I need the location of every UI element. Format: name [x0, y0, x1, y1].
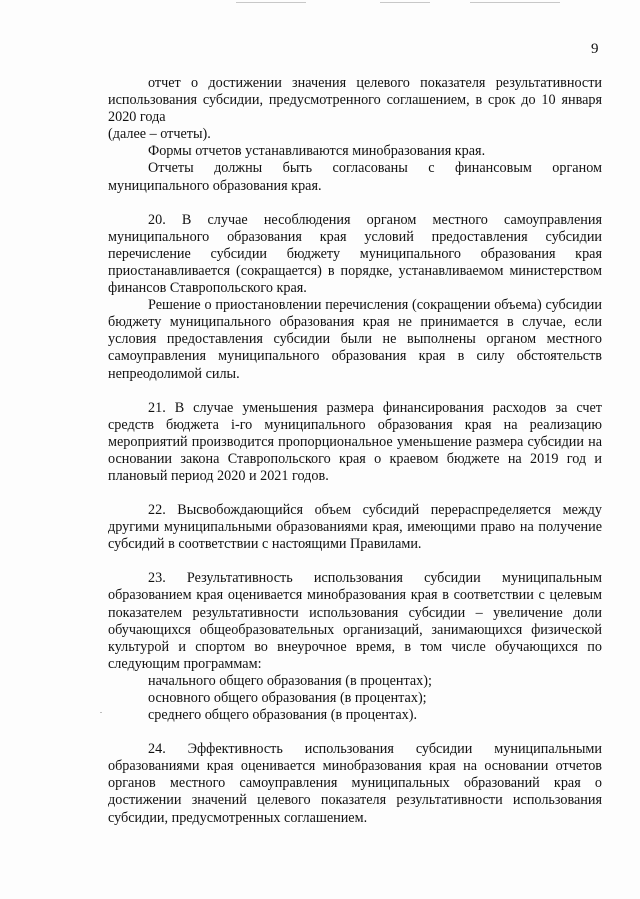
scan-artifact: [100, 712, 102, 713]
scan-artifact: [236, 2, 306, 3]
paragraph-21: 21. В случае уменьшения размера финансирования расходов за счет средств бюджета i-го муниципального образования края на реализацию мероприятий производится пропорциональное уменьшение размера субсидии на основании закона Ставропольского края о краевом бюджете на 2019 год и плановый период 2020 и 2021 годов.: [108, 399, 602, 484]
paragraph-22: 22. Высвобождающийся объем субсидий перераспределяется между другими муниципальными образованиями края, имеющими право на получение субсидий в соответствии с настоящими Правилами.: [108, 502, 602, 553]
report-forms-text: Формы отчетов устанавливаются минобразования края.: [148, 143, 486, 160]
scan-artifact: [470, 2, 560, 3]
paragraph-23: 23. Результативность использования субсидии муниципальным образованием края оценивается минобразования края в соответствии с целевым показателем результативности использования субсидии – увеличение доли обучающихся общеобразовательных организаций, занимающихся физической культурой и спортом во внеурочное время, в том числе обучающихся по следующим программам:: [108, 570, 602, 672]
paragraph-24: 24. Эффективность использования субсидии муниципальными образованиями края оценивается минобразования края на основании отчетов органов местного самоуправления муниципальных образований края о достижении значений целевого показателя результативности использования субсидии, предусмотренных соглашением.: [108, 741, 602, 826]
list-item: начального общего образования (в процентах);: [148, 672, 432, 689]
paragraph-20: 20. В случае несоблюдения органом местного самоуправления муниципального образования края условий предоставления субсидии перечисление субсидии бюджету муниципального образования края приостанавливается (сокращается) в порядке, устанавливаемом министерством финансов Ставропольского края.: [108, 211, 602, 297]
page-number: 9: [591, 41, 599, 57]
list-item: среднего общего образования (в процентах).: [148, 707, 418, 724]
report-deadline-text: отчет о достижении значения целевого показателя результативности использования субсидии, предусмотренного соглашением, в срок до 10 января 2020 года: [108, 75, 602, 126]
scan-artifact: [380, 2, 430, 3]
report-agreement-text: Отчеты должны быть согласованы с финансовым органом муниципального образования края.: [108, 160, 602, 194]
document-body: [108, 75, 602, 827]
list-item: основного общего образования (в процентах);: [148, 690, 427, 706]
paragraph-20-decision: Решение о приостановлении перечисления (сокращении объема) субсидии бюджету муниципального образования края не принимается в случае, если условия предоставления субсидии были не выполнены органом местного самоуправления муниципального образования края в силу обстоятельств непреодолимой силы.: [108, 297, 602, 382]
report-suffix-text: (далее – отчеты).: [108, 126, 211, 143]
